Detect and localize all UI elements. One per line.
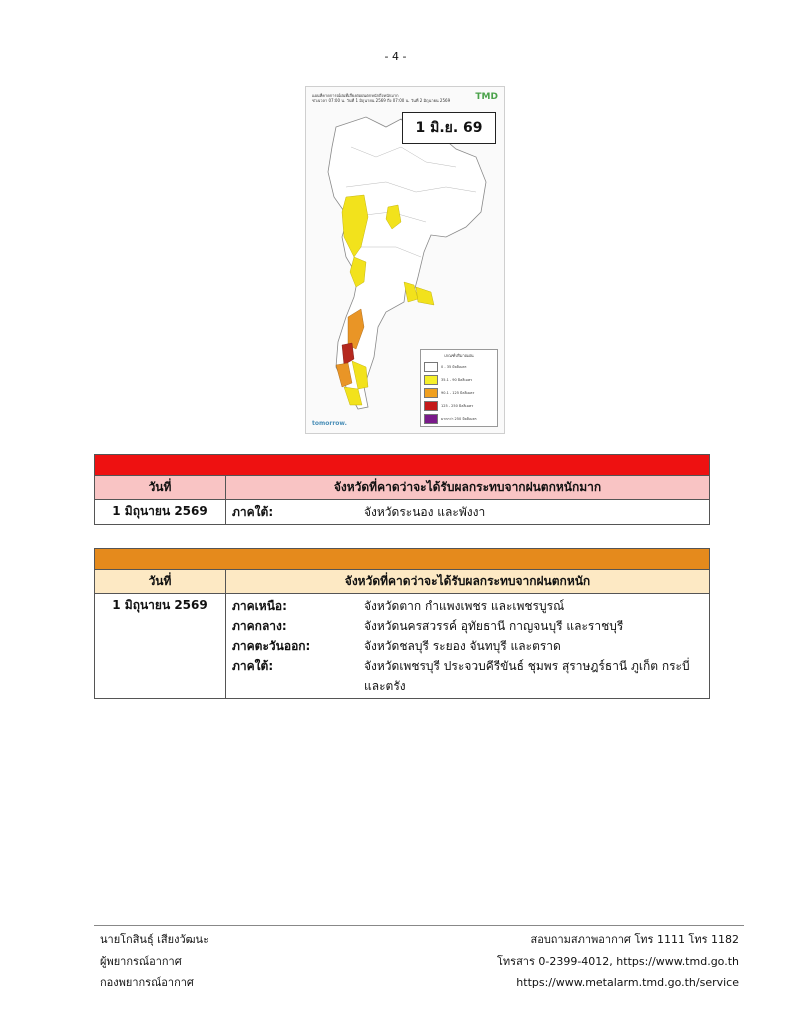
forecaster-name: นายโกสินธุ์ เสียงวัฒนะ [100, 933, 209, 946]
contact-phone: สอบถามสภาพอากาศ โทร 1111 โทร 1182 [530, 933, 739, 946]
legend-item [424, 374, 494, 385]
map-title-line2: ช่วงเวลา 07:00 น. วันที่ 1 มิถุนายน 2569 ถึง 07:00 น. วันที่ 2 มิถุนายน 2569 [312, 98, 451, 103]
column-header-provinces: จังหวัดที่คาดว่าจะได้รับผลกระทบจากฝนตกหนักมาก [226, 476, 710, 500]
legend-swatch [424, 375, 438, 385]
province-list: จังหวัดชลบุรี ระยอง จันทบุรี และตราด [364, 639, 561, 653]
map-legend [420, 349, 498, 427]
table-row [95, 500, 710, 525]
map-title-line1: แผนที่คาดการณ์ฝนที่เสี่ยงต่อฝนตกหนักถึงหนักมาก [312, 93, 399, 98]
province-list: จังหวัดนครสวรรค์ อุทัยธานี กาญจนบุรี และราชบุรี [364, 619, 624, 633]
contact-fax: โทรสาร 0-2399-4012, https://www.tmd.go.th [497, 954, 739, 968]
tomorrow-io-logo: tomorrow. [312, 420, 347, 427]
red-warning-band [95, 455, 710, 476]
forecaster-title: ผู้พยากรณ์อากาศ [100, 954, 182, 968]
region-label: ภาคใต้: [232, 659, 274, 673]
legend-swatch [424, 401, 438, 411]
legend-swatch [424, 414, 438, 424]
footer-left [100, 929, 209, 994]
column-header-date: วันที่ [95, 476, 226, 500]
table-row [95, 594, 710, 699]
legend-title: เกณฑ์ปริมาณฝน [444, 353, 474, 358]
province-list: จังหวัดเพชรบุรี ประจวบคีรีขันธ์ ชุมพร สุราษฎร์ธานี ภูเก็ต กระบี่ [364, 659, 690, 673]
orange-warning-band [95, 549, 710, 570]
region-label [232, 676, 364, 696]
legend-label: 0 - 35 มิลลิเมตร [441, 364, 467, 369]
forecast-date: 1 มิถุนายน 2569 [95, 594, 226, 699]
region-line [232, 636, 703, 656]
province-list: จังหวัดตาก กำแพงเพชร และเพชรบูรณ์ [364, 599, 565, 613]
province-list: จังหวัดระนอง และพังงา [364, 505, 486, 519]
region-line [232, 616, 703, 636]
legend-label: มากกว่า 250 มิลลิเมตร [441, 416, 477, 421]
legend-label: 35.1 - 90 มิลลิเมตร [441, 377, 473, 382]
legend-label: 90.1 - 125 มิลลิเมตร [441, 390, 475, 395]
legend-swatch [424, 388, 438, 398]
region-label: ภาคใต้: [232, 505, 274, 519]
region-label: ภาคกลาง: [232, 619, 287, 633]
footer-right [497, 929, 739, 994]
service-link[interactable]: https://www.metalarm.tmd.go.th/service [516, 976, 739, 989]
page-number: - 4 - [384, 50, 407, 63]
very-heavy-rain-table [94, 454, 710, 525]
legend-item [424, 400, 494, 411]
heavy-rain-table [94, 548, 710, 699]
tmd-logo: TMD [475, 92, 498, 102]
region-line [232, 676, 703, 696]
column-header-date: วันที่ [95, 570, 226, 594]
legend-swatch [424, 362, 438, 372]
region-line [232, 656, 703, 676]
region-line [232, 596, 703, 616]
legend-item [424, 387, 494, 398]
region-label: ภาคเหนือ: [232, 599, 287, 613]
division-name: กองพยากรณ์อากาศ [100, 976, 194, 989]
column-header-provinces: จังหวัดที่คาดว่าจะได้รับผลกระทบจากฝนตกหนัก [226, 570, 710, 594]
forecast-date: 1 มิถุนายน 2569 [95, 500, 226, 525]
legend-item [424, 413, 494, 424]
region-label: ภาคตะวันออก: [232, 639, 311, 653]
legend-label: 125 - 250 มิลลิเมตร [441, 403, 474, 408]
region-line [232, 502, 703, 522]
map-date-label: 1 มิ.ย. 69 [402, 112, 496, 144]
legend-item [424, 361, 494, 372]
footer-divider [94, 925, 744, 926]
province-list: และตรัง [364, 679, 406, 693]
